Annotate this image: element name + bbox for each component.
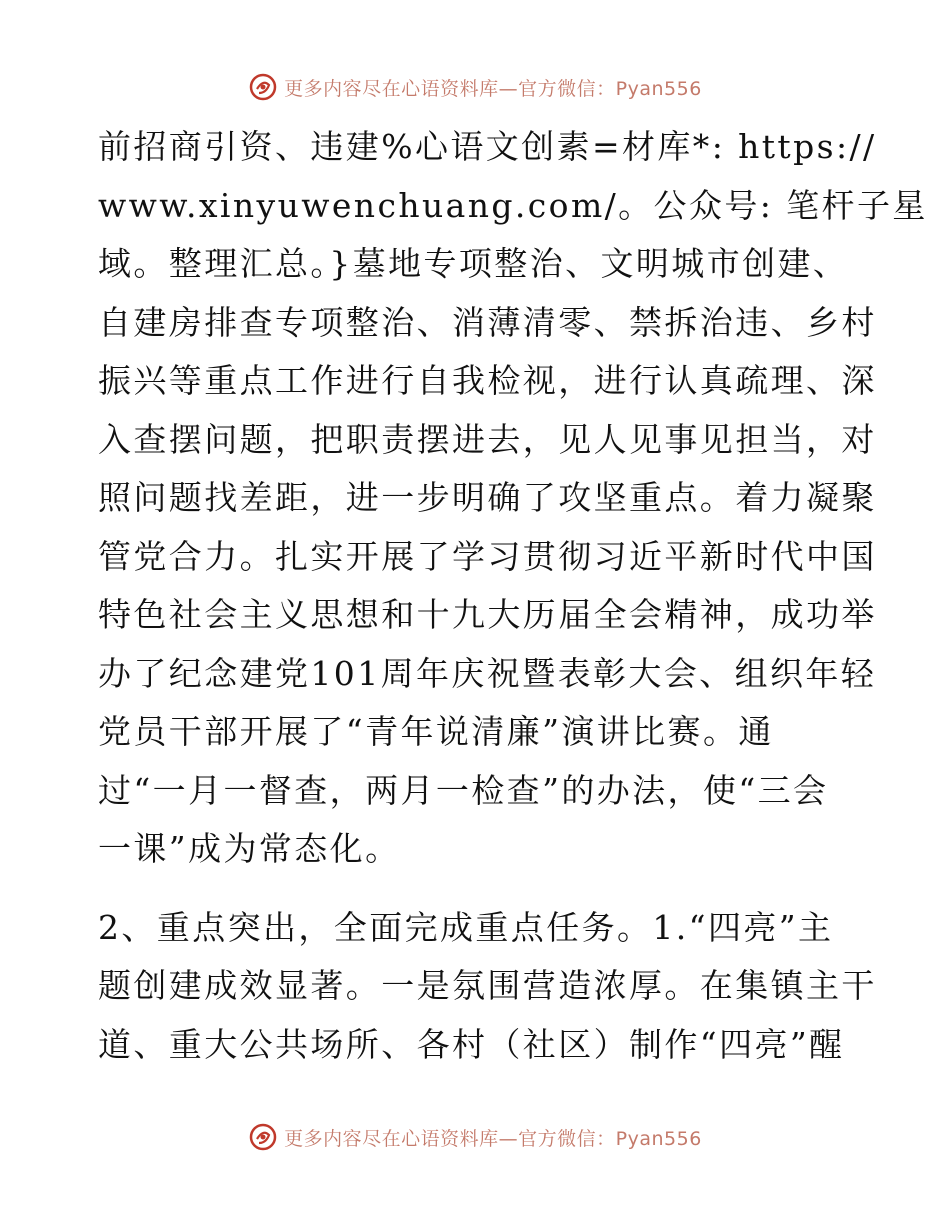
seal-logo-icon (248, 1122, 278, 1152)
watermark-text: 更多内容尽在心语资料库—官方微信：Pyan556 (284, 77, 702, 100)
text-line: 道、重大公共场所、各村（社区）制作“四亮”醒 (98, 1024, 845, 1064)
text-line: 振兴等重点工作进行自我检视，进行认真疏理、深 (98, 361, 877, 400)
text-line: www.xinyuwenchuang.com/。公众号: 笔杆子星 (98, 185, 928, 225)
text-line: 域。整理汇总。}墓地专项整治、文明城市创建、 (98, 244, 849, 283)
text-line: 2、重点突出，全面完成重点任务。1.“四亮”主 (98, 907, 834, 947)
text-line: 办了纪念建党101周年庆祝暨表彰大会、组织年轻 (98, 653, 877, 693)
text-line: 题创建成效显著。一是氛围营造浓厚。在集镇主干 (98, 966, 877, 1005)
text-line: 前招商引资、违建%心语文创素=材库*: https:// (98, 127, 877, 166)
text-line: 入查摆问题，把职责摆进去，见人见事见担当，对 (98, 419, 877, 459)
seal-logo-icon (248, 72, 278, 102)
watermark-text: 更多内容尽在心语资料库—官方微信：Pyan556 (284, 1127, 702, 1150)
text-line: 照问题找差距，进一步明确了攻坚重点。着力凝聚 (98, 478, 877, 517)
text-line: 一课”成为常态化。 (98, 829, 401, 868)
watermark-banner-bottom (0, 1122, 950, 1152)
document-body (98, 118, 928, 1074)
text-line: 管党合力。扎实开展了学习贯彻习近平新时代中国 (98, 536, 877, 576)
text-line: 自建房排查专项整治、消薄清零、禁拆治违、乡村 (98, 302, 877, 342)
text-line: 党员干部开展了“青年说清廉”演讲比赛。通 (98, 712, 774, 751)
watermark-banner-top (0, 72, 950, 102)
text-line: 过“一月一督查，两月一检查”的办法，使“三会 (98, 770, 829, 810)
text-line: 特色社会主义思想和十九大历届全会精神，成功举 (98, 595, 877, 634)
